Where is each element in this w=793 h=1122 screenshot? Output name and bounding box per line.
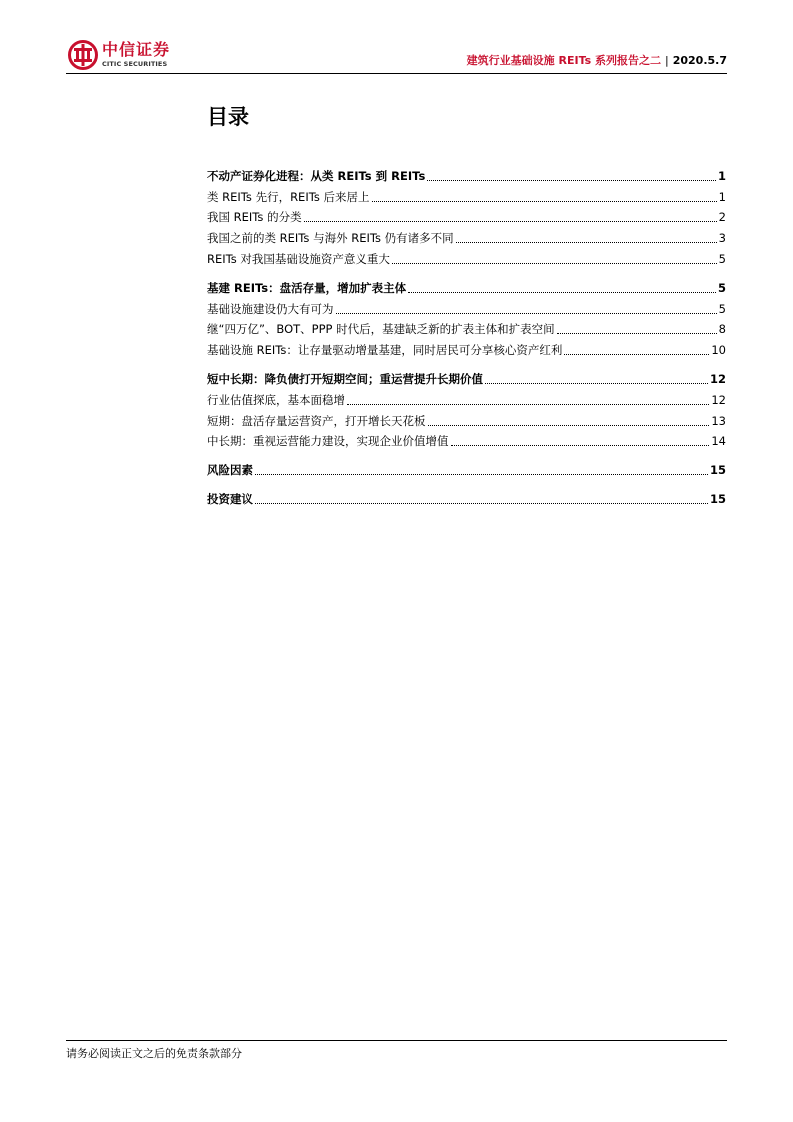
- toc-entry-page: 12: [711, 392, 726, 407]
- toc-entry-page: 12: [709, 371, 726, 386]
- toc-entry-page: 3: [718, 231, 726, 246]
- toc-dot-leader: [408, 292, 716, 293]
- header-divider: [66, 73, 727, 74]
- toc-entry-page: 5: [717, 280, 726, 295]
- toc-entry-label: REITs 对我国基础设施资产意义重大: [207, 251, 390, 266]
- toc-entry-label: 基础设施 REITs：让存量驱动增量基建，同时居民可分享核心资产红利: [207, 343, 563, 358]
- footer-disclaimer: 请务必阅读正文之后的免责条款部分: [66, 1047, 242, 1060]
- toc-dot-leader: [255, 474, 708, 475]
- toc-entry[interactable]: [207, 205, 726, 226]
- toc-dot-leader: [564, 354, 709, 355]
- toc-dot-leader: [456, 242, 717, 243]
- toc-entry-section-5[interactable]: [207, 486, 726, 507]
- toc-entry-page: 1: [718, 189, 726, 204]
- toc-dot-leader: [427, 180, 716, 181]
- toc-entry[interactable]: [207, 184, 726, 205]
- toc-entry-page: 10: [711, 343, 726, 358]
- toc-entry-label: 短中长期：降负债打开短期空间；重运营提升长期价值: [207, 371, 483, 386]
- toc-entry-label: 我国之前的类 REITs 与海外 REITs 仍有诸多不同: [207, 231, 454, 246]
- toc-entry[interactable]: [207, 387, 726, 408]
- toc-dot-leader: [336, 313, 717, 314]
- toc-title: 目录: [207, 105, 249, 129]
- toc-entry-label: 基建 REITs：盘活存量，增加扩表主体: [207, 280, 407, 295]
- toc-entry-page: 2: [718, 210, 726, 225]
- toc-entry-label: 不动产证券化进程：从类 REITs 到 REITs: [207, 168, 426, 183]
- toc-entry-page: 8: [718, 322, 726, 337]
- toc-dot-leader: [451, 445, 710, 446]
- toc-entry-label: 短期：盘活存量运营资产，打开增长天花板: [207, 413, 426, 428]
- toc-entry-label: 类 REITs 先行，REITs 后来居上: [207, 189, 370, 204]
- toc-entry[interactable]: [207, 429, 726, 450]
- logo-chinese-name: 中信证券: [102, 40, 171, 59]
- toc-entry[interactable]: [207, 296, 726, 317]
- header-separator: |: [665, 54, 669, 67]
- toc-entry-label: 行业估值探底，基本面稳增: [207, 392, 345, 407]
- toc-entry-page: 15: [709, 463, 726, 478]
- report-title: 建筑行业基础设施 REITs 系列报告之二: [466, 54, 661, 67]
- toc-entry-page: 14: [711, 434, 726, 449]
- toc-entry-section-2[interactable]: [207, 275, 726, 296]
- toc-dot-leader: [347, 404, 709, 405]
- toc-entry-label: 继“四万亿”、BOT、PPP 时代后，基建缺乏新的扩表主体和扩表空间: [207, 322, 555, 337]
- toc-entry[interactable]: [207, 225, 726, 246]
- toc-entry-section-3[interactable]: [207, 366, 726, 387]
- toc-entry-label: 基础设施建设仍大有可为: [207, 301, 334, 316]
- toc-dot-leader: [557, 333, 717, 334]
- toc-entry-page: 15: [709, 491, 726, 506]
- toc-entry-page: 1: [717, 168, 726, 183]
- toc-entry[interactable]: [207, 408, 726, 429]
- toc-entry[interactable]: [207, 246, 726, 267]
- toc-entry-label: 中长期：重视运营能力建设，实现企业价值增值: [207, 434, 449, 449]
- logo-english-name: CITIC SECURITIES: [102, 60, 168, 68]
- citic-logo-icon: [68, 40, 98, 70]
- toc-entry[interactable]: [207, 317, 726, 338]
- toc-entry-page: 5: [718, 301, 726, 316]
- toc-entry[interactable]: [207, 337, 726, 358]
- toc-dot-leader: [485, 383, 708, 384]
- toc-entry-section-1[interactable]: [207, 163, 726, 184]
- toc-dot-leader: [372, 201, 717, 202]
- toc-entry-label: 投资建议: [207, 491, 253, 506]
- toc-dot-leader: [304, 221, 717, 222]
- toc-entry-page: 13: [711, 413, 726, 428]
- citic-logo: [68, 40, 172, 72]
- toc-dot-leader: [428, 425, 710, 426]
- toc-dot-leader: [255, 503, 708, 504]
- table-of-contents: [207, 163, 726, 507]
- toc-dot-leader: [392, 263, 717, 264]
- toc-entry-section-4[interactable]: [207, 457, 726, 478]
- report-header: [467, 54, 727, 68]
- toc-entry-label: 我国 REITs 的分类: [207, 210, 302, 225]
- footer-divider: [66, 1040, 727, 1041]
- report-date: 2020.5.7: [672, 54, 727, 67]
- toc-entry-page: 5: [718, 251, 726, 266]
- toc-entry-label: 风险因素: [207, 463, 253, 478]
